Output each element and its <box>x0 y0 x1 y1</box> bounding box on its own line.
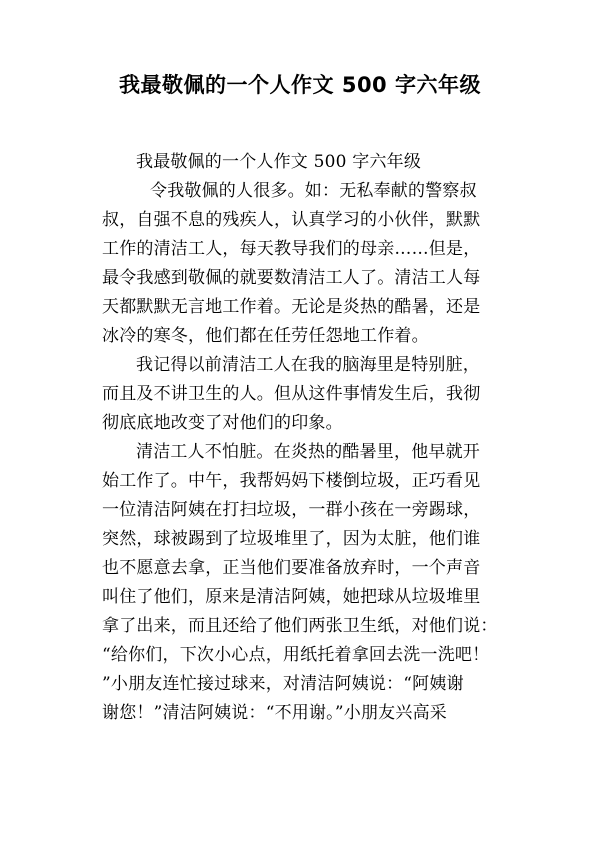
paragraph-line: 谢您！”清洁阿姨说：“不用谢。”小朋友兴高采 <box>102 703 447 723</box>
paragraph-line: 叫住了他们，原来是清洁阿姨，她把球从垃圾堆里 <box>102 587 481 607</box>
paragraph-line: 令我敬佩的人很多。如：无私奉献的警察叔 <box>150 181 477 201</box>
paragraph-line: 也不愿意去拿，正当他们要准备放弃时，一个声音 <box>102 558 481 578</box>
document-title: 我最敬佩的一个人作文 500 字六年级 <box>119 73 481 97</box>
paragraph-line: 叔，自强不息的残疾人，认真学习的小伙伴，默默 <box>102 210 481 230</box>
document-body <box>102 148 522 728</box>
paragraph-line: 清洁工人不怕脏。在炎热的酷暑里，他早就开 <box>136 442 480 462</box>
paragraph-line: 天都默默无言地工作着。无论是炎热的酷暑，还是 <box>102 297 481 317</box>
paragraph-line: ”小朋友连忙接过球来，对清洁阿姨说：“阿姨谢 <box>102 674 464 694</box>
paragraph-line: 突然，球被踢到了垃圾堆里了，因为太脏，他们谁 <box>102 529 481 549</box>
paragraph-line: 最令我感到敬佩的就要数清洁工人了。清洁工人每 <box>102 268 481 288</box>
paragraph-line: 冰冷的寒冬，他们都在任劳任怨地工作着。 <box>102 326 429 346</box>
paragraph-line: “给你们，下次小心点，用纸托着拿回去洗一洗吧！ <box>102 645 490 665</box>
paragraph-line: 始工作了。中午，我帮妈妈下楼倒垃圾，正巧看见 <box>102 471 481 491</box>
paragraph-line: 我记得以前清洁工人在我的脑海里是特别脏， <box>136 355 480 375</box>
paragraph-line: 一位清洁阿姨在打扫垃圾，一群小孩在一旁踢球， <box>102 500 481 520</box>
body-subtitle: 我最敬佩的一个人作文 500 字六年级 <box>136 152 422 172</box>
paragraph-line: 工作的清洁工人，每天教导我们的母亲……但是， <box>102 239 481 259</box>
paragraph-line: 彻底底地改变了对他们的印象。 <box>102 413 343 433</box>
paragraph-line: 而且及不讲卫生的人。但从这件事情发生后，我彻 <box>102 384 481 404</box>
paragraph-line: 拿了出来，而且还给了他们两张卫生纸，对他们说： <box>102 616 498 636</box>
